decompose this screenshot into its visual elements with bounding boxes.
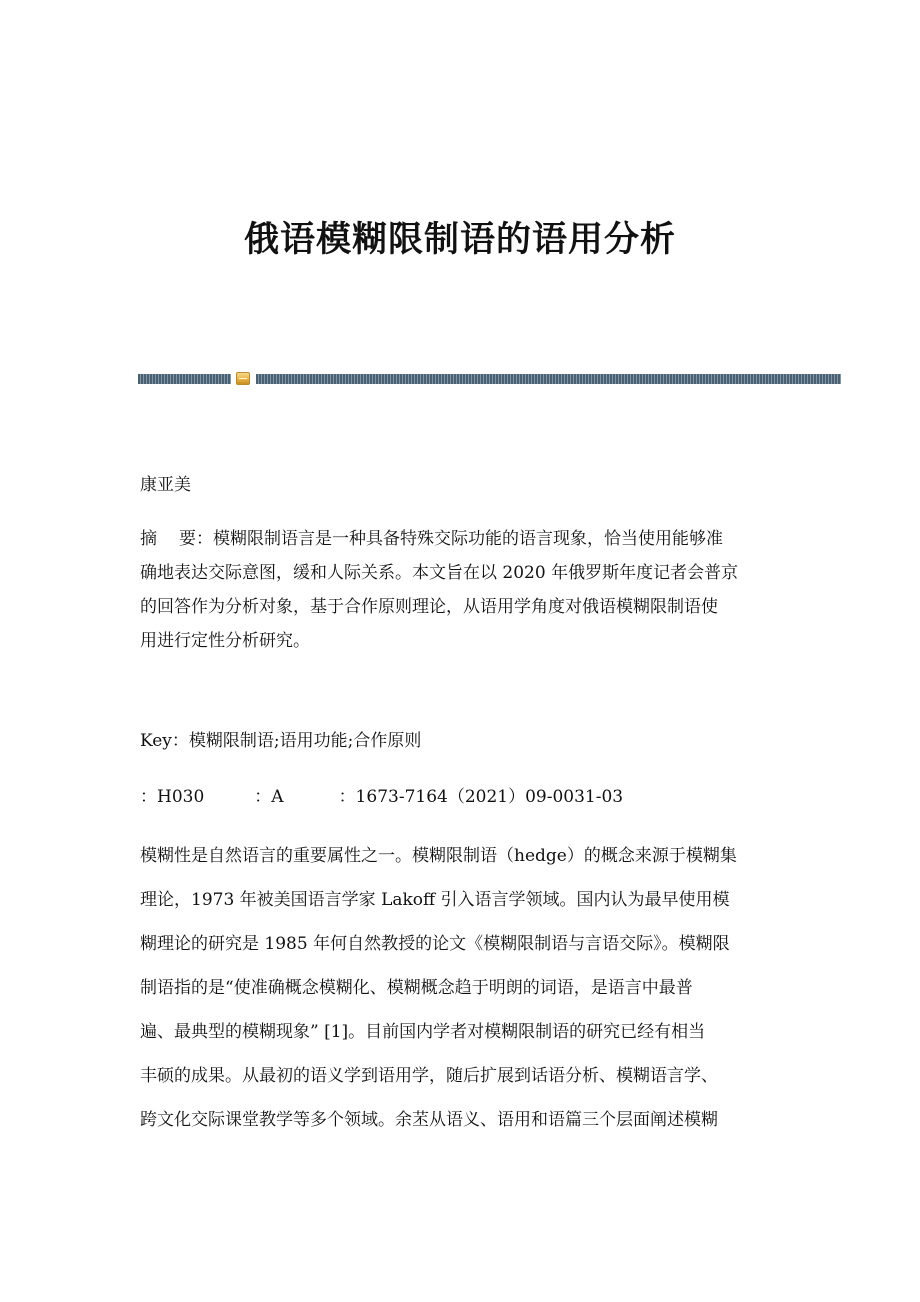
title-divider-right — [256, 374, 841, 384]
abstract-label-part1: 摘 — [140, 529, 157, 549]
page-title: 俄语模糊限制语的语用分析 — [243, 219, 676, 260]
body-line-4: 制语指的是“使准确概念模糊化、模糊概念趋于明朗的词语，是语言中最普 — [140, 978, 693, 998]
divider-ornament-icon — [236, 372, 250, 385]
title-divider-left — [138, 374, 231, 384]
body-line-1: 模糊性是自然语言的重要属性之一。模糊限制语（hedge）的概念来源于模糊集 — [140, 846, 737, 866]
abstract-line-2: 确地表达交际意图，缓和人际关系。本文旨在以 2020 年俄罗斯年度记者会普京 — [140, 563, 739, 583]
body-line-5: 遍、最典型的模糊现象” [1]。目前国内学者对模糊限制语的研究已经有相当 — [140, 1022, 706, 1042]
document-code: ：A — [254, 787, 284, 807]
body-line-7: 跨文化交际课堂教学等多个领域。余苤从语义、语用和语篇三个层面阐述模糊 — [140, 1110, 718, 1130]
article-id: ：1673-7164（2021）09-0031-03 — [338, 787, 624, 807]
abstract-text: 模糊限制语言是一种具备特殊交际功能的语言现象，恰当使用能够准 — [213, 529, 723, 549]
body-line-3: 糊理论的研究是 1985 年何自然教授的论文《模糊限制语与言语交际》。模糊限 — [140, 934, 730, 954]
abstract-label-part2: 要： — [179, 529, 213, 549]
author-name: 康亚美 — [140, 475, 191, 495]
body-paragraph — [140, 834, 782, 1142]
classification-meta — [140, 780, 782, 814]
abstract-line-3: 的回答作为分析对象，基于合作原则理论，从语用学角度对俄语模糊限制语使 — [140, 597, 718, 617]
abstract-line-4: 用进行定性分析研究。 — [140, 631, 310, 651]
clc-number: ：H030 — [140, 787, 205, 807]
keywords: Key：模糊限制语;语用功能;合作原则 — [140, 731, 422, 751]
abstract-line-1 — [140, 522, 782, 556]
body-line-6: 丰硕的成果。从最初的语义学到语用学，随后扩展到话语分析、模糊语言学、 — [140, 1066, 718, 1086]
abstract — [140, 522, 782, 658]
body-line-2: 理论，1973 年被美国语言学家 Lakoff 引入语言学领域。国内认为最早使用模 — [140, 890, 730, 910]
